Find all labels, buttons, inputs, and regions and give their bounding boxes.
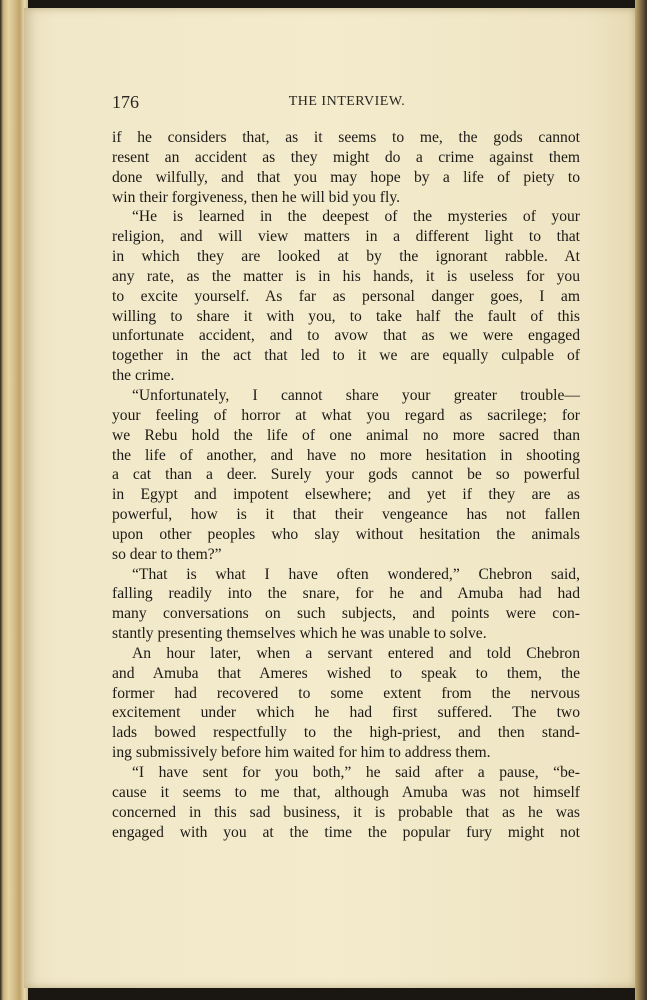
- text-line: many conversations on such subjects, and points were con-: [112, 605, 580, 623]
- text-line: powerful, how is it that their vengeance has not fallen: [112, 506, 580, 524]
- text-line: “He is learned in the deepest of the mysteries of your: [132, 208, 580, 226]
- text-line: former had recovered to some extent from the nervous: [112, 684, 580, 702]
- text-line: unfortunate accident, and to avow that as we were engaged: [112, 327, 580, 345]
- text-line: and Amuba that Ameres wished to speak to them, the: [112, 664, 580, 682]
- text-line: excitement under which he had first suffered. The two: [112, 704, 580, 722]
- text-line: we Rebu hold the life of one animal no more sacred than: [112, 426, 580, 444]
- text-line: “That is what I have often wondered,” Chebron said,: [132, 565, 580, 583]
- text-line: engaged with you at the time the popular fury might not: [112, 823, 580, 841]
- running-title: THE INTERVIEW.: [288, 94, 406, 109]
- text-line: any rate, as the matter is in his hands, it is useless for you: [112, 267, 580, 285]
- text-line: religion, and will view matters in a different light to that: [112, 228, 580, 246]
- text-line: resent an accident as they might do a crime against them: [112, 148, 580, 166]
- text-line: the life of another, and have no more hesitation in shooting: [112, 446, 580, 464]
- text-line: if he considers that, as it seems to me, the gods cannot: [112, 129, 580, 146]
- text-line: lads bowed respectfully to the high-priest, and then stand-: [112, 724, 580, 742]
- text-line: concerned in this sad business, it is probable that as he was: [112, 803, 580, 821]
- text-line: to excite yourself. As far as personal danger goes, I am: [112, 287, 580, 305]
- text-line: together in the act that led to it we are equally culpable of: [112, 347, 580, 365]
- body-text: [112, 128, 580, 842]
- page-edge: [635, 0, 647, 1000]
- text-line: in Egypt and impotent elsewhere; and yet if they are as: [112, 486, 580, 504]
- text-line: a cat than a deer. Surely your gods cannot be so powerful: [112, 466, 580, 484]
- text-line: upon other peoples who slay without hesitation the animals: [112, 525, 580, 543]
- text-line: in which they are looked at by the ignorant rabble. At: [112, 248, 580, 266]
- text-line: win their forgiveness, then he will bid you fly.: [112, 188, 401, 206]
- text-line: An hour later, when a servant entered and told Chebron: [132, 644, 580, 662]
- text-line: your feeling of horror at what you regard as sacrilege; for: [112, 406, 580, 424]
- text-line: so dear to them?”: [112, 545, 222, 563]
- text-line: the crime.: [112, 367, 175, 385]
- text-line: ing submissively before him waited for him to address them.: [112, 744, 491, 762]
- page-header: [112, 92, 582, 114]
- text-line: “Unfortunately, I cannot share your greater trouble—: [132, 386, 580, 404]
- text-line: falling readily into the snare, for he and Amuba had had: [112, 585, 580, 603]
- text-line: stantly presenting themselves which he was unable to solve.: [112, 625, 487, 643]
- text-line: willing to share it with you, to take half the fault of this: [112, 307, 580, 325]
- text-line: done wilfully, and that you may hope by a life of piety to: [112, 168, 580, 186]
- text-line: “I have sent for you both,” he said after a pause, “be-: [132, 764, 580, 781]
- text-line: cause it seems to me that, although Amuba was not himself: [112, 783, 580, 801]
- page-number: 176: [112, 92, 139, 112]
